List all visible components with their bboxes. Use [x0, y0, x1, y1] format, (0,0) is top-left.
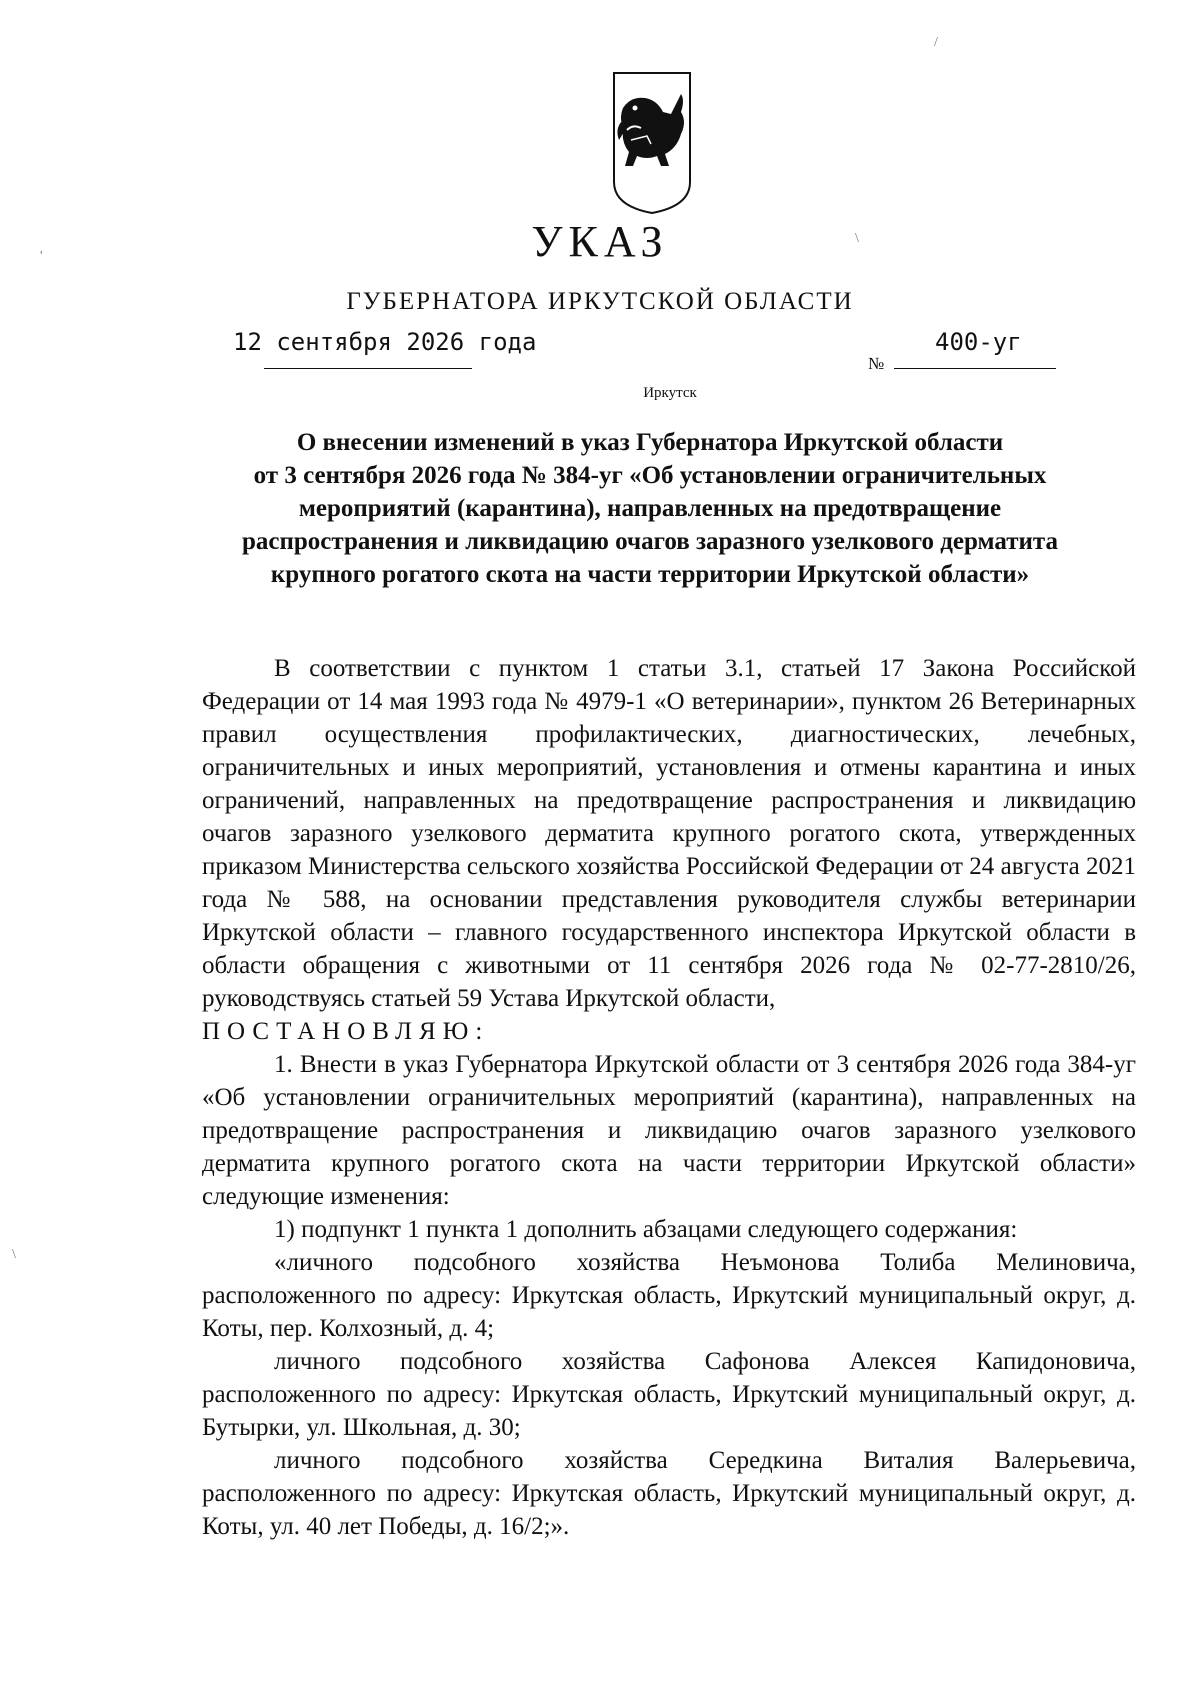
scan-speck: ' — [40, 249, 43, 264]
heading-line: распространения и ликвидацию очагов заразного узелкового дерматита — [241, 528, 1059, 555]
body-paragraph: 1) подпункт 1 пункта 1 дополнить абзацами следующего содержания: — [274, 1216, 1018, 1243]
preamble-paragraph: В соответствии с пунктом 1 статьи 3.1, статьей 17 Закона Российской Федерации от 14 мая 1993 года № 4979-1 «О ветеринарии», пунктом 26 Ветеринарных правил осуществления профилактических, диагностических, лечебных, ограничительных и иных мероприятий, установления и отмены карантина и иных ограничений, направленных на предотвращение распространения и ликвидацию очагов заразного узелкового дерматита крупного рогатого скота, утвержденных приказом Министерства сельского хозяйства Российской Федерации от 24 августа 2021 года № 588, на основании представления руководителя службы ветеринарии Иркутской области – главного государственного инспектора Иркутской области в области обращения с животными от 11 сентября 2026 года № 02-77-2810/26, руководствуясь статьей 59 Устава Иркутской области, — [202, 655, 1136, 1012]
scan-speck: / — [934, 35, 938, 50]
decree-number: 400-уг — [935, 328, 1022, 356]
body-paragraph: личного подсобного хозяйства Середкина Виталия Валерьевича, расположенного по адресу: Иркутская область, Иркутский муниципальный округ, д. Коты, ул. 40 лет Победы, д. 16/2;». — [202, 1447, 1136, 1540]
number-sign: № — [868, 354, 885, 373]
heading-line: мероприятий (карантина), направленных на предотвращение — [298, 495, 1002, 522]
scan-speck: \ — [855, 231, 859, 246]
heading-line: О внесении изменений в указ Губернатора Иркутской области — [296, 429, 1004, 456]
date-underline — [264, 368, 472, 369]
coat-of-arms-babr-icon — [611, 70, 693, 216]
decree-body — [202, 652, 1136, 1543]
decree-date: 12 сентября 2026 года — [233, 328, 537, 356]
decree-heading — [190, 426, 1110, 591]
heading-line: крупного рогатого скота на части территории Иркутской области» — [270, 561, 1030, 588]
city-name: Иркутск — [643, 385, 697, 401]
heading-line: от 3 сентября 2026 года № 384-уг «Об установлении ограничительных — [253, 462, 1047, 489]
decree-resolution-word: ПОСТАНОВЛЯЮ: — [202, 1018, 490, 1045]
document-subtitle: ГУБЕРНАТОРА ИРКУТСКОЙ ОБЛАСТИ — [346, 288, 854, 315]
scan-speck: \ — [12, 1247, 16, 1262]
body-paragraph: личного подсобного хозяйства Сафонова Алексея Капидоновича, расположенного по адресу: Иркутская область, Иркутский муниципальный округ, д. Бутырки, ул. Школьная, д. 30; — [202, 1348, 1136, 1441]
body-paragraph: «личного подсобного хозяйства Неъмонова Толиба Мелиновича, расположенного по адресу: Иркутская область, Иркутский муниципальный округ, д. Коты, пер. Колхозный, д. 4; — [202, 1249, 1136, 1342]
number-underline — [894, 368, 1056, 369]
body-paragraph: 1. Внести в указ Губернатора Иркутской области от 3 сентября 2026 года 384-уг «Об установлении ограничительных мероприятий (карантина), направленных на предотвращение распространения и ликвидацию очагов заразного узелкового дерматита крупного рогатого скота на части территории Иркутской области» следующие изменения: — [202, 1051, 1136, 1210]
document-title: УКАЗ — [531, 217, 669, 266]
